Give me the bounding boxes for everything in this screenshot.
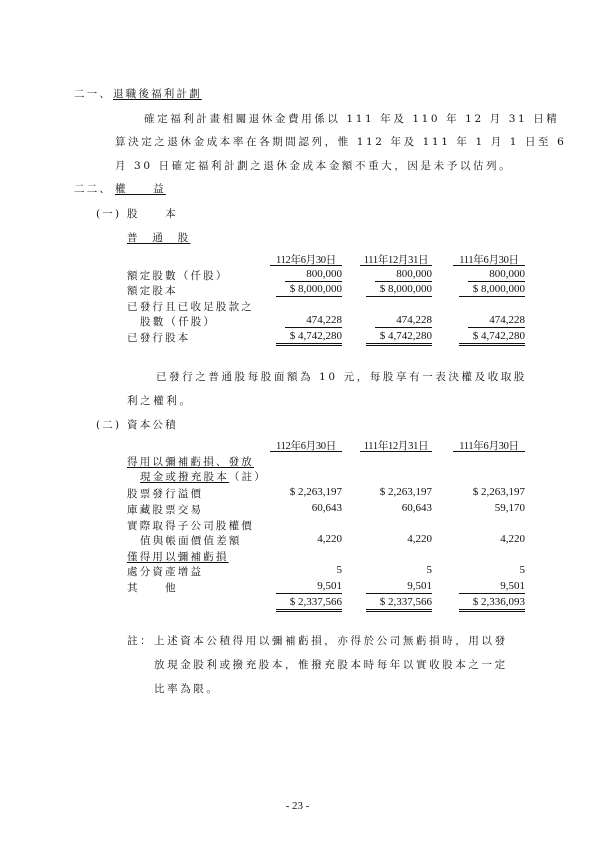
table2-cell: 5: [336, 564, 342, 576]
par-value-line-2: 利之權利。: [127, 395, 193, 407]
table2-double-rule: [459, 609, 525, 610]
table2-row-label: 值與帳面價值差額: [140, 535, 242, 547]
table2-row-label: 其 他: [127, 582, 178, 594]
table2-cell: $ 2,263,197: [472, 486, 525, 498]
subsection-label-1: (一): [96, 208, 122, 220]
retirement-paragraph-line-3: 月 30 日確定福利計劃之退休金成本金額不重大，因是未予以估列。: [115, 160, 513, 172]
table2-double-rule: [366, 611, 432, 612]
table2-row-label: 股票發行溢價: [127, 488, 204, 500]
table1-double-rule: [276, 296, 342, 297]
table2-double-rule: [459, 611, 525, 612]
table1-row-label: 額定股數（仟股）: [127, 270, 229, 282]
table2-row-label: 實際取得子公司股權價: [127, 520, 254, 532]
table1-double-rule: [276, 343, 342, 344]
table2-cell: 4,220: [317, 533, 342, 545]
table1-row-label: 已發行股本: [127, 332, 191, 344]
table2-row-label: 庫藏股票交易: [127, 504, 204, 516]
table1-underline: [468, 327, 525, 328]
section-number-21: 二一、: [74, 88, 113, 100]
table2-total: $ 2,337,566: [289, 596, 342, 608]
table2-total: $ 2,337,566: [379, 596, 432, 608]
table2-double-rule: [276, 611, 342, 612]
table1-double-rule: [459, 296, 525, 297]
table1-cell: 474,228: [306, 314, 342, 326]
table1-underline: [285, 281, 342, 282]
table1-cell: 800,000: [306, 268, 342, 280]
retirement-paragraph-line-2: 算決定之退休金成本率在各期間認列，惟 112 年及 111 年 1 月 1 日至 6: [115, 136, 567, 148]
note-line-2: 放現金股利或撥充股本，惟撥充股本時每年以實收股本之一定: [154, 659, 508, 671]
table1-double-rule: [366, 343, 432, 344]
page-number: - 23 -: [285, 800, 310, 812]
table1-cell: $ 4,742,280: [472, 330, 525, 342]
note-label: 註：: [127, 635, 154, 647]
table1-header-rule-2: [360, 265, 432, 266]
table1-double-rule: [366, 345, 432, 346]
table1-header-col1: 112年6月30日: [276, 255, 336, 266]
group-heading-line-2: 現金或撥充股本: [140, 471, 229, 483]
table2-cell: $ 2,263,197: [289, 486, 342, 498]
table2-header-col3: 111年6月30日: [459, 441, 519, 452]
table2-sum-rule: [276, 593, 342, 594]
table1-header-rule-1: [270, 265, 342, 266]
table1-header-rule-3: [453, 265, 525, 266]
table2-header-rule-1: [270, 451, 342, 452]
retirement-paragraph-line-1: 確定福利計畫相關退休金費用係以 111 年及 110 年 12 月 31 日精: [144, 113, 560, 125]
table2-double-rule: [366, 609, 432, 610]
table1-cell: 800,000: [396, 268, 432, 280]
group-heading-offset-deficit: 僅得用以彌補虧損: [127, 551, 229, 563]
table1-header-col2: 111年12月31日: [363, 255, 429, 266]
table1-cell: 474,228: [396, 314, 432, 326]
table1-underline: [375, 327, 432, 328]
table2-header-rule-2: [360, 451, 432, 452]
table2-cell: $ 2,263,197: [379, 486, 432, 498]
par-value-line-1: 已發行之普通股每股面額為 10 元，每股享有一表決權及收取股: [156, 371, 528, 383]
table1-cell: $ 8,000,000: [289, 283, 342, 295]
footnote-marker: （註）: [228, 471, 268, 483]
table2-cell: 4,220: [407, 533, 432, 545]
table1-cell: $ 8,000,000: [379, 283, 432, 295]
section-title-equity: 權 益: [115, 183, 166, 195]
table1-double-rule: [366, 296, 432, 297]
table1-double-rule: [459, 345, 525, 346]
table1-cell: $ 4,742,280: [289, 330, 342, 342]
table2-row-label: 處分資產增益: [127, 566, 204, 578]
table2-cell: 5: [426, 564, 432, 576]
table1-underline: [375, 281, 432, 282]
table1-double-rule: [459, 343, 525, 344]
group-heading-line-1: 得用以彌補虧損、發放: [127, 456, 254, 468]
table2-header-col1: 112年6月30日: [276, 441, 336, 452]
table2-header-col2: 111年12月31日: [363, 441, 429, 452]
note-line-3: 比率為限。: [154, 683, 220, 695]
subsection-title-share-capital: 股 本: [127, 208, 178, 220]
table2-sum-rule: [459, 593, 525, 594]
table2-cell: 9,501: [500, 580, 525, 592]
section-number-22: 二二、: [74, 183, 113, 195]
table2-cell: 4,220: [500, 533, 525, 545]
table1-double-rule: [276, 345, 342, 346]
subsection-title-capital-surplus: 資本公積: [127, 419, 178, 431]
table1-row-label: 額定股本: [127, 285, 178, 297]
table2-cell: 9,501: [317, 580, 342, 592]
table1-underline: [468, 281, 525, 282]
table2-sum-rule: [366, 593, 432, 594]
table1-header-col3: 111年6月30日: [459, 255, 519, 266]
note-line-1: 上述資本公積得用以彌補虧損，亦得於公司無虧損時，用以發: [154, 635, 508, 647]
table1-cell: 800,000: [489, 268, 525, 280]
table2-double-rule: [276, 609, 342, 610]
table2-cell: 60,643: [311, 502, 342, 514]
table1-cell: 474,228: [489, 314, 525, 326]
table2-cell: 59,170: [494, 502, 525, 514]
table1-underline: [285, 327, 342, 328]
table2-cell: 5: [519, 564, 525, 576]
table1-cell: $ 8,000,000: [472, 283, 525, 295]
subsection-label-2: (二): [96, 419, 122, 431]
table1-row-label: 股數（仟股）: [140, 316, 217, 328]
table2-cell: 60,643: [401, 502, 432, 514]
table1-cell: $ 4,742,280: [379, 330, 432, 342]
table2-total: $ 2,336,093: [472, 596, 525, 608]
table2-cell: 9,501: [407, 580, 432, 592]
common-stock-title: 普 通 股: [127, 232, 191, 244]
section-title-retirement: 退職後福利計劃: [113, 88, 202, 100]
table2-header-rule-3: [453, 451, 525, 452]
table1-row-label: 已發行且已收足股款之: [127, 301, 254, 313]
